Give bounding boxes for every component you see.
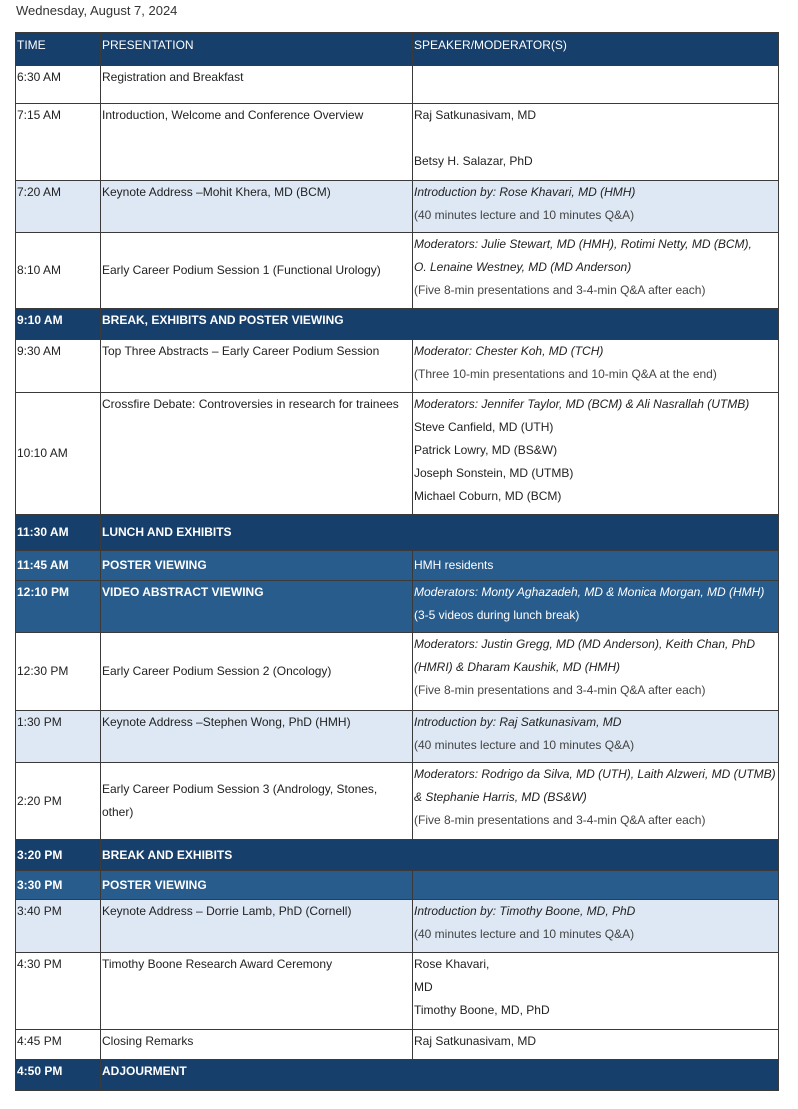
row-presentation: POSTER VIEWING: [101, 551, 413, 581]
format-note: (Five 8-min presentations and 3-4-min Q&A after each): [414, 813, 706, 827]
moderator-text: (HMRI) & Dharam Kaushik, MD (HMH): [414, 660, 621, 674]
speaker-name: Joseph Sonstein, MD (UTMB): [414, 466, 574, 480]
speaker-name: Raj Satkunasivam, MD: [414, 108, 537, 122]
moderator-text: Introduction by: Raj Satkunasivam, MD: [414, 715, 622, 729]
table-row: [16, 763, 779, 840]
schedule-date: Wednesday, August 7, 2024: [16, 3, 178, 18]
row-presentation: ADJOURMENT: [101, 1060, 779, 1091]
table-row: [16, 181, 779, 233]
row-presentation: Keynote Address –Mohit Khera, MD (BCM): [101, 181, 413, 233]
row-time: 7:15 AM: [16, 104, 101, 181]
table-row: [16, 66, 779, 104]
moderator-text: Moderators: Jennifer Taylor, MD (BCM) & Ali Nasrallah (UTMB): [414, 397, 750, 411]
row-speaker: HMH residents: [413, 551, 779, 581]
table-row: [16, 1030, 779, 1060]
row-presentation: Registration and Breakfast: [101, 66, 413, 104]
row-time: 11:45 AM: [16, 551, 101, 581]
row-presentation: Early Career Podium Session 2 (Oncology): [101, 633, 413, 711]
format-note: (3-5 videos during lunch break): [414, 608, 580, 622]
row-speaker: Raj Satkunasivam, MD: [413, 1030, 779, 1060]
table-row-break: [16, 515, 779, 551]
moderator-text: & Stephanie Harris, MD (BS&W): [414, 790, 587, 804]
speaker-name: Steve Canfield, MD (UTH): [414, 420, 554, 434]
row-speaker: [413, 104, 779, 181]
table-row: [16, 233, 779, 309]
row-presentation: Introduction, Welcome and Conference Overview: [101, 104, 413, 181]
format-note: (Five 8-min presentations and 3-4-min Q&A after each): [414, 683, 706, 697]
table-row-highlight: [16, 871, 779, 900]
row-presentation: VIDEO ABSTRACT VIEWING: [101, 581, 413, 633]
table-row-break: [16, 309, 779, 340]
row-time: 3:20 PM: [16, 840, 101, 871]
table-row-break: [16, 840, 779, 871]
row-presentation: LUNCH AND EXHIBITS: [101, 515, 779, 551]
agenda-table: [15, 32, 779, 1091]
row-presentation: Top Three Abstracts – Early Career Podium Session: [101, 340, 413, 393]
moderator-text: Introduction by: Timothy Boone, MD, PhD: [414, 904, 636, 918]
table-row-break: [16, 1060, 779, 1091]
format-note: (40 minutes lecture and 10 minutes Q&A): [414, 208, 635, 222]
row-time: 4:45 PM: [16, 1030, 101, 1060]
speaker-name: Patrick Lowry, MD (BS&W): [414, 443, 558, 457]
table-row: [16, 393, 779, 515]
row-speaker: [413, 340, 779, 393]
row-speaker: [413, 953, 779, 1030]
header-time: TIME: [16, 33, 101, 66]
table-row-highlight: [16, 551, 779, 581]
row-presentation: BREAK, EXHIBITS AND POSTER VIEWING: [101, 309, 779, 340]
speaker-name: Betsy H. Salazar, PhD: [414, 154, 533, 168]
speaker-name: MD: [414, 980, 433, 994]
row-speaker: [413, 66, 779, 104]
row-presentation: BREAK AND EXHIBITS: [101, 840, 779, 871]
row-time: 3:40 PM: [16, 900, 101, 953]
row-presentation: Closing Remarks: [101, 1030, 413, 1060]
table-row: [16, 900, 779, 953]
format-note: (40 minutes lecture and 10 minutes Q&A): [414, 927, 635, 941]
table-row-highlight: [16, 581, 779, 633]
row-time: 12:30 PM: [16, 633, 101, 711]
moderator-text: Introduction by: Rose Khavari, MD (HMH): [414, 185, 636, 199]
row-speaker: [413, 393, 779, 515]
row-presentation: Early Career Podium Session 1 (Functional Urology): [101, 233, 413, 309]
row-speaker: [413, 711, 779, 763]
row-time: 1:30 PM: [16, 711, 101, 763]
table-header-row: [16, 33, 779, 66]
row-time: 2:20 PM: [16, 763, 101, 840]
row-time: 4:50 PM: [16, 1060, 101, 1091]
table-row: [16, 340, 779, 393]
row-time: 11:30 AM: [16, 515, 101, 551]
row-speaker: [413, 633, 779, 711]
moderator-text: Moderators: Monty Aghazadeh, MD & Monica Morgan, MD (HMH): [414, 585, 765, 599]
moderator-text: O. Lenaine Westney, MD (MD Anderson): [414, 260, 632, 274]
row-time: 10:10 AM: [16, 393, 101, 515]
row-time: 7:20 AM: [16, 181, 101, 233]
row-time: 9:10 AM: [16, 309, 101, 340]
speaker-name: Rose Khavari,: [414, 957, 490, 971]
table-row: [16, 633, 779, 711]
row-time: 4:30 PM: [16, 953, 101, 1030]
moderator-text: Moderator: Chester Koh, MD (TCH): [414, 344, 604, 358]
row-time: 6:30 AM: [16, 66, 101, 104]
format-note: (Three 10-min presentations and 10-min Q&A at the end): [414, 367, 717, 381]
speaker-name: Michael Coburn, MD (BCM): [414, 489, 562, 503]
row-speaker: [413, 871, 779, 900]
table-row: [16, 104, 779, 181]
row-time: 8:10 AM: [16, 233, 101, 309]
row-presentation: POSTER VIEWING: [101, 871, 413, 900]
row-presentation: Crossfire Debate: Controversies in research for trainees: [101, 393, 413, 515]
row-presentation: Keynote Address – Dorrie Lamb, PhD (Cornell): [101, 900, 413, 953]
format-note: (Five 8-min presentations and 3-4-min Q&A after each): [414, 283, 706, 297]
row-time: 3:30 PM: [16, 871, 101, 900]
row-speaker: [413, 763, 779, 840]
row-speaker: [413, 233, 779, 309]
format-note: (40 minutes lecture and 10 minutes Q&A): [414, 738, 635, 752]
row-presentation: Early Career Podium Session 3 (Andrology, Stones, other): [101, 763, 413, 840]
table-row: [16, 953, 779, 1030]
table-row: [16, 711, 779, 763]
row-speaker: [413, 581, 779, 633]
moderator-text: Moderators: Justin Gregg, MD (MD Anderson), Keith Chan, PhD: [414, 637, 756, 651]
row-time: 12:10 PM: [16, 581, 101, 633]
moderator-text: Moderators: Rodrigo da Silva, MD (UTH), Laith Alzweri, MD (UTMB): [414, 767, 776, 781]
header-speaker: SPEAKER/MODERATOR(S): [413, 33, 779, 66]
speaker-name: Timothy Boone, MD, PhD: [414, 1003, 550, 1017]
row-time: 9:30 AM: [16, 340, 101, 393]
moderator-text: Moderators: Julie Stewart, MD (HMH), Rotimi Netty, MD (BCM),: [414, 237, 752, 251]
row-speaker: [413, 181, 779, 233]
row-speaker: [413, 900, 779, 953]
row-presentation: Timothy Boone Research Award Ceremony: [101, 953, 413, 1030]
row-presentation: Keynote Address –Stephen Wong, PhD (HMH): [101, 711, 413, 763]
header-presentation: PRESENTATION: [101, 33, 413, 66]
